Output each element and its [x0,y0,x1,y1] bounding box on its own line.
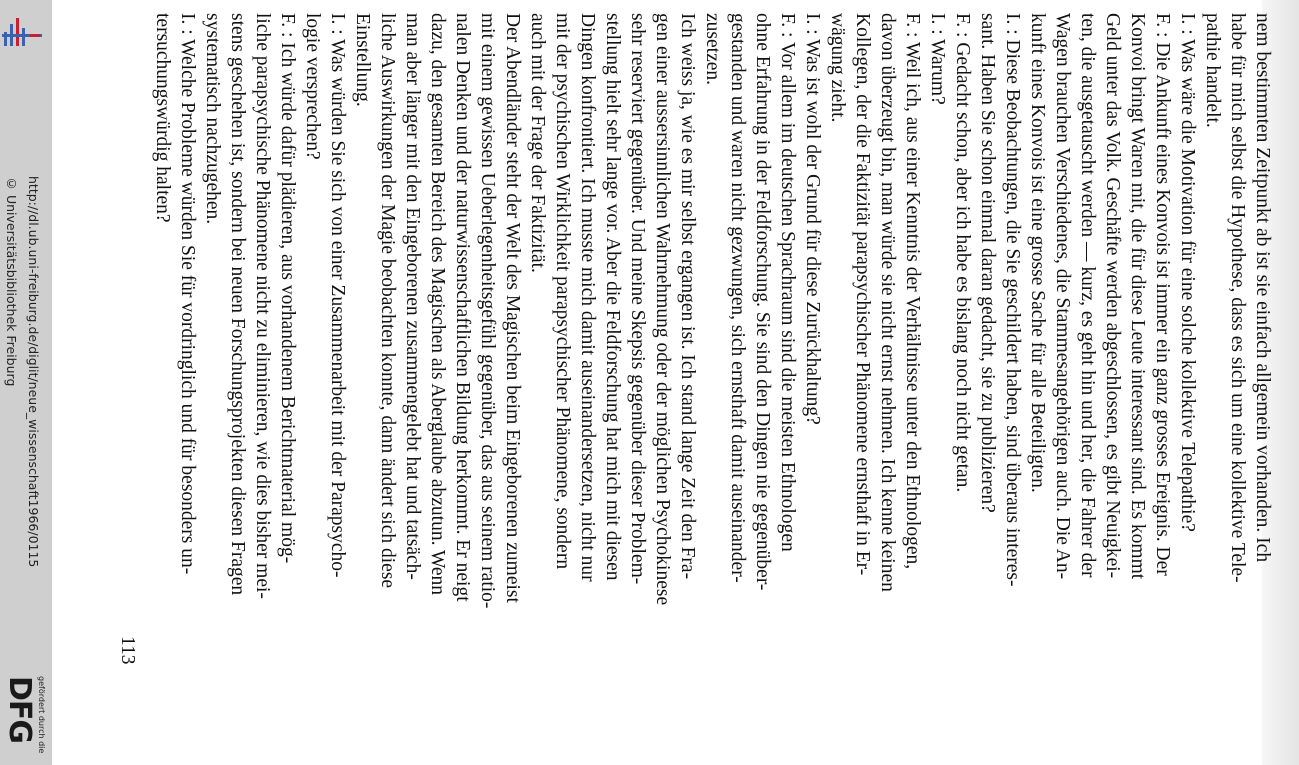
text-line: nalen Denken und der naturwissenschaftlichen Bildung herkommt. Er neigt [452,13,473,602]
archive-sidebar [0,0,52,765]
source-url[interactable]: http://dl.ub.uni-freiburg.de/diglit/neue_wissenschaft1966/0115 [26,176,41,568]
text-line: Dingen konfrontiert. Ich musste mich damit auseinandersetzen, nicht nur [577,13,598,582]
text-line: mit der psychischen Wirklichkeit parapsychischer Phänomene, sondern [552,13,573,570]
text-line: I. : Warum? [927,13,948,105]
text-line: ohne Erfahrung in der Feldforschung. Sie sind den Dingen nie gegenüber- [752,13,773,591]
text-line: nem bestimmten Zeitpunkt ab ist sie einfach allgemein vorhanden. Ich [1252,13,1273,563]
text-line: stellung hielt sehr lange vor. Aber die Feldforschung hat mich mit diesen [602,13,623,581]
text-line: I. : Welche Probleme würden Sie für vordringlich und für besonders un- [177,13,198,575]
text-line: man aber länger mit den Eingeborenen zusammengelebt hat und tatsäch- [402,13,423,580]
text-line: F. : Die Ankunft eines Konvois ist immer ein ganz grosses Ereignis. Der [1152,13,1173,576]
text-line: F. : Ich würde dafür plädieren, aus vorhandenem Berichtmaterial mög- [277,13,298,564]
page-number: 113 [117,636,138,665]
text-line: Konvoi bringt Waren mit, die für diese Leute interessant sind. Es kommt [1127,13,1148,580]
text-line: Kollegen, der die Faktizität parapsychischer Phänomene ernsthaft in Er- [852,13,873,576]
text-line: systematisch nachzugehen. [202,13,223,225]
university-library-logo-icon [0,10,52,50]
text-line: davon überzeugt bin, man würde sie nicht ernst nehmen. Ich kenne keinen [877,13,898,592]
text-line: I. : Diese Beobachtungen, die Sie geschildert haben, sind überaus interes- [1002,13,1023,587]
text-line: Ich weiss ja, wie es mir selbst ergangen ist. Ich stand lange Zeit den Fra- [677,13,698,580]
copyright-notice: © Universitätsbibliothek Freiburg [4,176,19,387]
text-line: liche Auswirkungen der Magie beobachten konnte, dann ändert sich diese [377,13,398,589]
text-line: tersuchungswürdig halten? [152,13,173,223]
funder-caption: gefördert durch die [37,676,46,754]
text-line: pathie handelt. [1202,13,1223,128]
text-line: logie versprechen? [302,13,323,160]
text-line: sant. Haben Sie schon einmal daran gedacht, sie zu publizieren? [977,13,998,513]
text-line: I. : Was wäre die Motivation für eine solche kollektive Telepathie? [1177,13,1198,532]
text-line: Einstellung. [352,13,373,107]
text-line: Der Abendländer steht der Welt des Magischen beim Eingeborenen zumeist [502,13,523,603]
text-line: stens geschehen ist, sondern bei neuen Forschungsprojekten diesen Fragen [227,13,248,596]
text-line: gestanden und waren nicht gezwungen, sich ernsthaft damit auseinander- [727,13,748,583]
text-line: liche parapsychische Phänomene nicht zu eliminieren, wie dies bisher mei- [252,13,273,599]
text-line: F. : Weil ich, aus einer Kenntnis der Verhältnisse unter den Ethnologen, [902,13,923,570]
text-line: mit einem gewissen Ueberlegenheitsgefühl gegenüber, das aus seinem ratio- [477,13,498,609]
text-line: wägung zieht. [827,13,848,123]
text-line: kunft eines Konvois ist eine grosse Sache für alle Beteiligten. [1027,13,1048,493]
text-line: Wagen brauchen Verschiedenes, die Stammesangehörigen auch. Die An- [1052,13,1073,580]
text-line: Geld unter das Volk. Geschäfte werden abgeschlossen, es gibt Neuigkei- [1102,13,1123,579]
text-line: dazu, den gesamten Bereich des Magischen als Aberglaube abzutun. Wenn [427,13,448,595]
page-text [150,13,1275,753]
text-line: I. : Was ist wohl der Grund für diese Zurückhaltung? [802,13,823,425]
text-line: ten, die ausgetauscht werden — kurz, es geht hin und her, die Fahrer der [1077,13,1098,578]
dfg-logo [2,676,50,760]
text-line: habe für mich selbst die Hypothese, dass es sich um eine kollektive Tele- [1227,13,1248,583]
text-line: gen einer aussersinnlichen Wahrnehmung oder der möglichen Psychokinese [652,13,673,606]
dfg-logo-text: DFG [2,676,37,744]
text-line: auch mit der Frage der Faktizität. [527,13,548,273]
text-line: F. : Vor allem im deutschen Sprachraum sind die meisten Ethnologen [777,13,798,552]
text-line: I. : Was würden Sie sich von einer Zusammenarbeit mit der Parapsycho- [327,13,348,578]
text-line: F. : Gedacht schon, aber ich habe es bislang noch nicht getan. [952,13,973,493]
text-line: zusetzen. [702,13,723,86]
text-line: sehr reserviert gegenüber. Und meine Skepsis gegenüber dieser Problem- [627,13,648,585]
